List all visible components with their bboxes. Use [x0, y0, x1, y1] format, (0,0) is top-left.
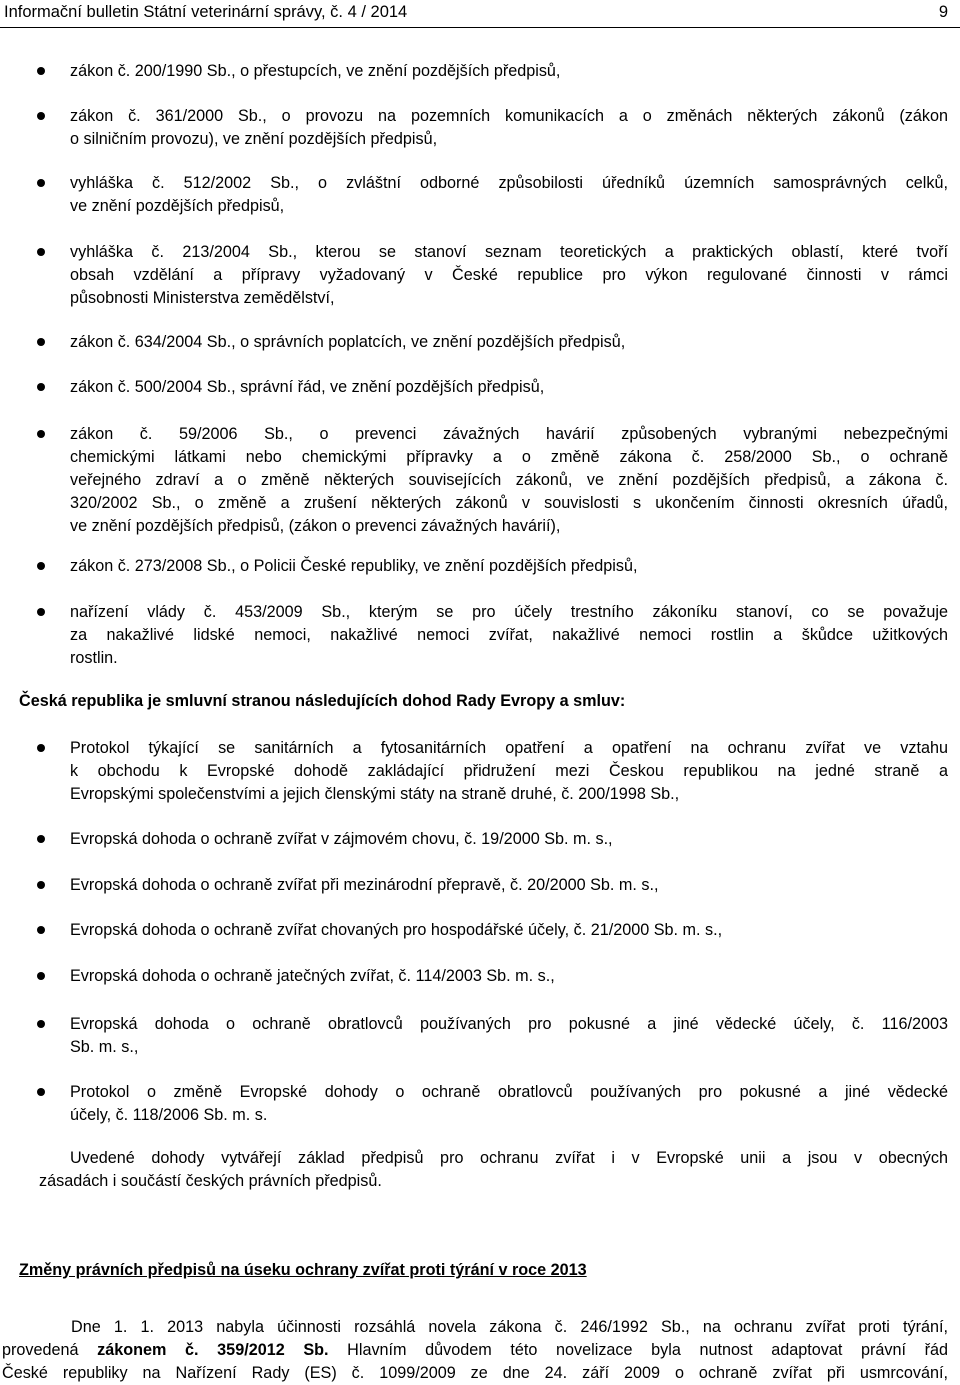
- bullet-icon: [37, 338, 45, 346]
- changes-paragraph-line2: provedená zákonem č. 359/2012 Sb. Hlavním důvodem této novelizace byla nutnost adaptovat právní řád: [2, 1341, 948, 1359]
- section-heading-changes: Změny právních předpisů na úseku ochrany zvířat proti týrání v roce 2013: [19, 1261, 587, 1279]
- list-item-text: Evropská dohoda o ochraně zvířat v zájmovém chovu, č. 19/2000 Sb. m. s.,: [70, 830, 613, 848]
- bullet-icon: [37, 835, 45, 843]
- list-item-text: vyhláška č. 213/2004 Sb., kterou se stanoví seznam teoretických a praktických oblastí, které tvoří obsah vzdělání a přípravy vyžadovaný v České republice pro výkon regulované činnosti v rámci působnosti Ministerstva zemědělství,: [70, 243, 948, 307]
- bullet-icon: [37, 1020, 45, 1028]
- agreements-summary: Uvedené dohody vytvářejí základ předpisů pro ochranu zvířat i v Evropské unii a jsou v obecných zásadách i součástí českých právních předpisů.: [39, 1149, 948, 1190]
- bullet-icon: [37, 67, 45, 75]
- bulletin-title: Informační bulletin Státní veterinární správy, č. 4 / 2014: [4, 3, 408, 21]
- bullet-icon: [37, 562, 45, 570]
- list-item-text: zákon č. 200/1990 Sb., o přestupcích, ve znění pozdějších předpisů,: [70, 62, 561, 80]
- list-item-text: Evropská dohoda o ochraně zvířat při mezinárodní přepravě, č. 20/2000 Sb. m. s.,: [70, 876, 659, 894]
- bullet-icon: [37, 972, 45, 980]
- list-item-text: vyhláška č. 512/2002 Sb., o zvláštní odborné způsobilosti úředníků územních samosprávných celků, ve znění pozdějších předpisů,: [70, 174, 948, 215]
- bullet-icon: [37, 179, 45, 187]
- list-item-text: Evropská dohoda o ochraně obratlovců používaných pro pokusné a jiné vědecké účely, č. 116/2003 Sb. m. s.,: [70, 1015, 948, 1056]
- list-item-text: Evropská dohoda o ochraně zvířat chovaných pro hospodářské účely, č. 21/2000 Sb. m. s.,: [70, 921, 723, 939]
- bullet-icon: [37, 744, 45, 752]
- changes-paragraph: Dne 1. 1. 2013 nabyla účinnosti rozsáhlá novela zákona č. 246/1992 Sb., na ochranu zvířat proti týrání, provedená zákonem č. 359/2012 Sb. Hlavním důvodem této novelizace byla nutnost adaptovat právní řád České republiky na Nařízení Rady (ES) č. 1099/2009 ze dne 24. září 2009 o ochraně zvířat při usmrcování,: [2, 1318, 948, 1382]
- bullet-icon: [37, 926, 45, 934]
- page-header: [0, 0, 960, 28]
- bullet-icon: [37, 881, 45, 889]
- list-item-text: Evropská dohoda o ochraně jatečných zvířat, č. 114/2003 Sb. m. s.,: [70, 967, 555, 985]
- list-item-text: zákon č. 59/2006 Sb., o prevenci závažných havárií způsobených vybranými nebezpečnými chemickými látkami nebo chemickými přípravky a o změně zákona č. 258/2000 Sb., o ochraně veřejného zdraví a o změně některých souvisejících zákonů, ve znění pozdějších předpisů, a zákona č. 320/2002 Sb., o změně a zrušení některých zákonů v souvislosti s ukončením činnosti okresních úřadů, ve znění pozdějších předpisů, (zákon o prevenci závažných havárií),: [70, 425, 948, 535]
- page-number: 9: [938, 3, 948, 21]
- list-item-text: Protokol týkající se sanitárních a fytosanitárních opatření a opatření na ochranu zvířat ve vztahu k obchodu k Evropské dohodě zakládající přidružení mezi Českou republikou na jedné straně a Evropskými společenstvími a jejich členskými státy na straně druhé, č. 200/1998 Sb.,: [70, 739, 948, 803]
- bullet-icon: [37, 112, 45, 120]
- list-item-text: nařízení vlády č. 453/2009 Sb., kterým se pro účely trestního zákoníku stanoví, co se považuje za nakažlivé lidské nemoci, nakažlivé nemoci zvířat, nakažlivé nemoci rostlin a škůdce užitkových rostlin.: [70, 603, 948, 667]
- bullet-icon: [37, 608, 45, 616]
- list-item-text: zákon č. 273/2008 Sb., o Policii České republiky, ve znění pozdějších předpisů,: [70, 557, 638, 575]
- bullet-icon: [37, 383, 45, 391]
- list-item-text: zákon č. 634/2004 Sb., o správních poplatcích, ve znění pozdějších předpisů,: [70, 333, 626, 351]
- list-item-text: zákon č. 361/2000 Sb., o provozu na pozemních komunikacích a o změnách některých zákonů (zákon o silničním provozu), ve znění pozdějších předpisů,: [70, 107, 948, 148]
- bullet-icon: [37, 1088, 45, 1096]
- section-heading-agreements: Česká republika je smluvní stranou následujících dohod Rady Evropy a smluv:: [19, 692, 626, 710]
- bullet-icon: [37, 430, 45, 438]
- list-item-text: zákon č. 500/2004 Sb., správní řád, ve znění pozdějších předpisů,: [70, 378, 545, 396]
- bullet-icon: [37, 248, 45, 256]
- list-item-text: Protokol o změně Evropské dohody o ochraně obratlovců používaných pro pokusné a jiné vědecké účely, č. 118/2006 Sb. m. s.: [70, 1083, 948, 1124]
